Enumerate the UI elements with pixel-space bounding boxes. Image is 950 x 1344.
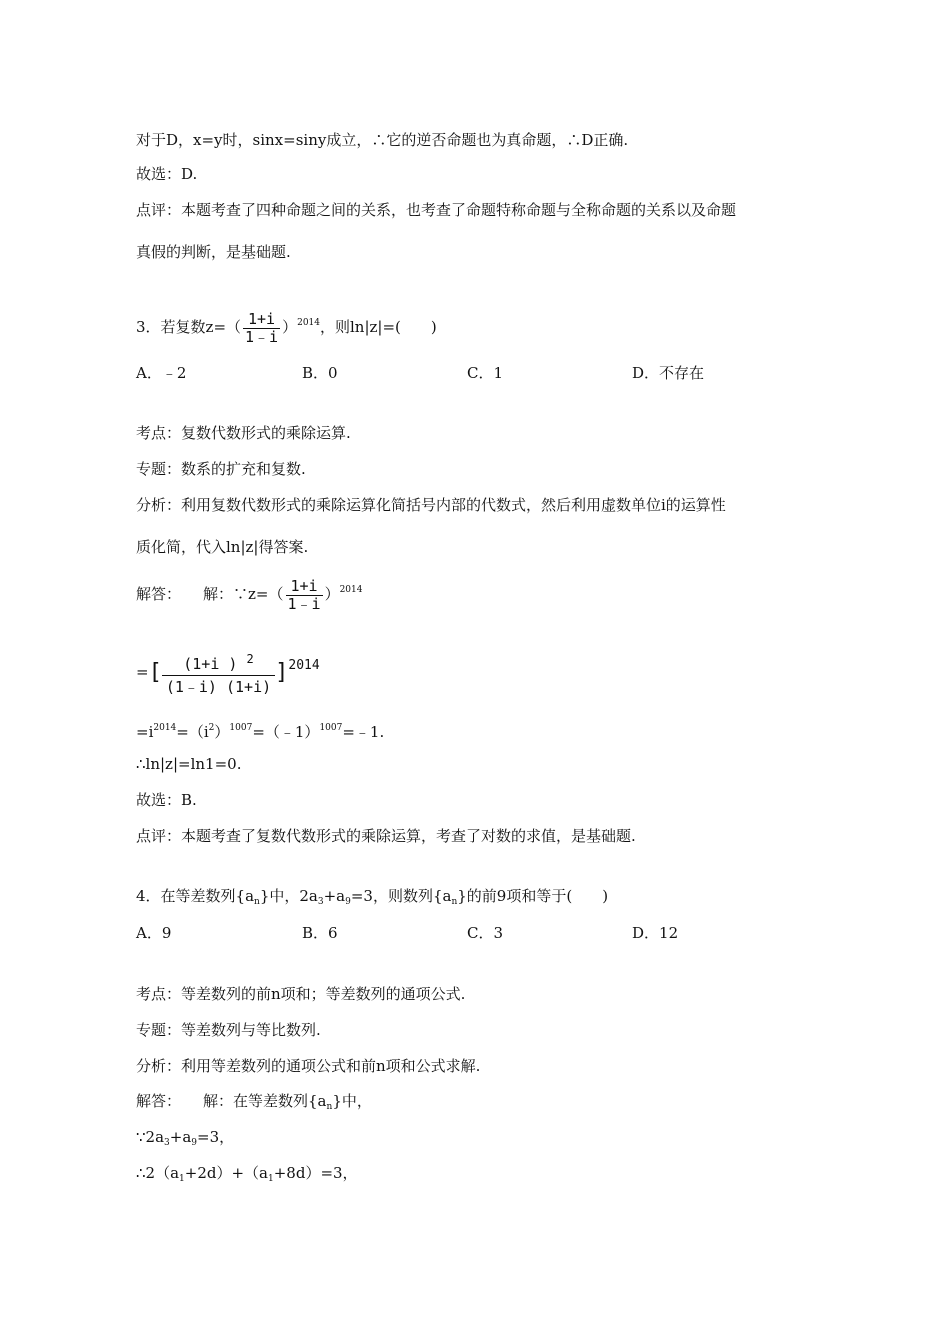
fraction: $\frac{1+i}{1﹣i}$	[245, 309, 279, 346]
review-text: 点评：本题考查了四种命题之间的关系，也考查了命题特称命题与全称命题的关系以及命题	[136, 201, 737, 219]
option-a: A．﹣2	[136, 364, 187, 382]
option-c: C．1	[467, 364, 504, 382]
fraction: $\frac{(1+i ) ^2}{(1﹣i) (1+i)}$	[162, 648, 275, 698]
option-b: B．0	[302, 364, 338, 382]
answer-choice: 故选：B.	[136, 791, 197, 809]
solution-step-3: $=i^{2014}=(i^2)^{1007}=(﹣1)^{1007}=﹣1$.	[136, 723, 385, 741]
review-text: 真假的判断，是基础题.	[136, 243, 291, 261]
solution-step-4: ∴ln|z|=ln1=0.	[136, 755, 242, 773]
fenxi-text: 分析：利用复数代数形式的乘除运算化简括号内部的代数式，然后利用虚数单位i的运算性	[136, 496, 726, 514]
option-a: A．9	[136, 924, 172, 942]
fenxi-text: 质化简，代入ln|z|得答案.	[136, 538, 309, 556]
fraction: $\frac{1+i}{1﹣i}$	[287, 576, 321, 613]
text-line: 对于D，x=y时，sinx=siny成立，∴它的逆否命题也为真命题，∴D正确.	[136, 131, 629, 149]
review-text: 点评：本题考查了复数代数形式的乘除运算，考查了对数的求值，是基础题.	[136, 827, 636, 845]
option-d: D．12	[632, 924, 679, 942]
question-4-stem: 4．在等差数列$\{a_n\}$中，$2a_3+a_9=3$，则数列$\{a_n\}$的前9项和等于( )	[136, 887, 609, 907]
solution-step-2: $\therefore 2(a_1+2d)+(a_1+8d)=3$，	[136, 1164, 358, 1184]
option-b: B．6	[302, 924, 338, 942]
kaodian-text: 考点：复数代数形式的乘除运算.	[136, 424, 351, 442]
jieda-line: 解答： 解：在等差数列$\{a_n\}$中，	[136, 1092, 372, 1112]
option-c: C．3	[467, 924, 504, 942]
question-3-stem: 3．若复数z=（ $\frac{1+i}{1﹣i}$ ）$^{2014}$，则ln|z|=( )	[136, 309, 437, 346]
option-d: D．不存在	[632, 364, 705, 382]
jieda-line: 解答： 解：∵z=（ $\frac{1+i}{1﹣i}$ ）$^{2014}$	[136, 576, 363, 613]
solution-step-2: =[ $\frac{(1+i ) ^2}{(1﹣i) (1+i)}$ ]2014	[136, 640, 320, 699]
zhuanti-text: 专题：等差数列与等比数列.	[136, 1021, 321, 1039]
fenxi-text: 分析：利用等差数列的通项公式和前n项和公式求解.	[136, 1057, 481, 1075]
kaodian-text: 考点：等差数列的前n项和；等差数列的通项公式.	[136, 985, 466, 1003]
solution-step-1: $\because 2a_3+a_9=3$，	[136, 1128, 235, 1148]
zhuanti-text: 专题：数系的扩充和复数.	[136, 460, 306, 478]
answer-choice: 故选：D.	[136, 165, 198, 183]
